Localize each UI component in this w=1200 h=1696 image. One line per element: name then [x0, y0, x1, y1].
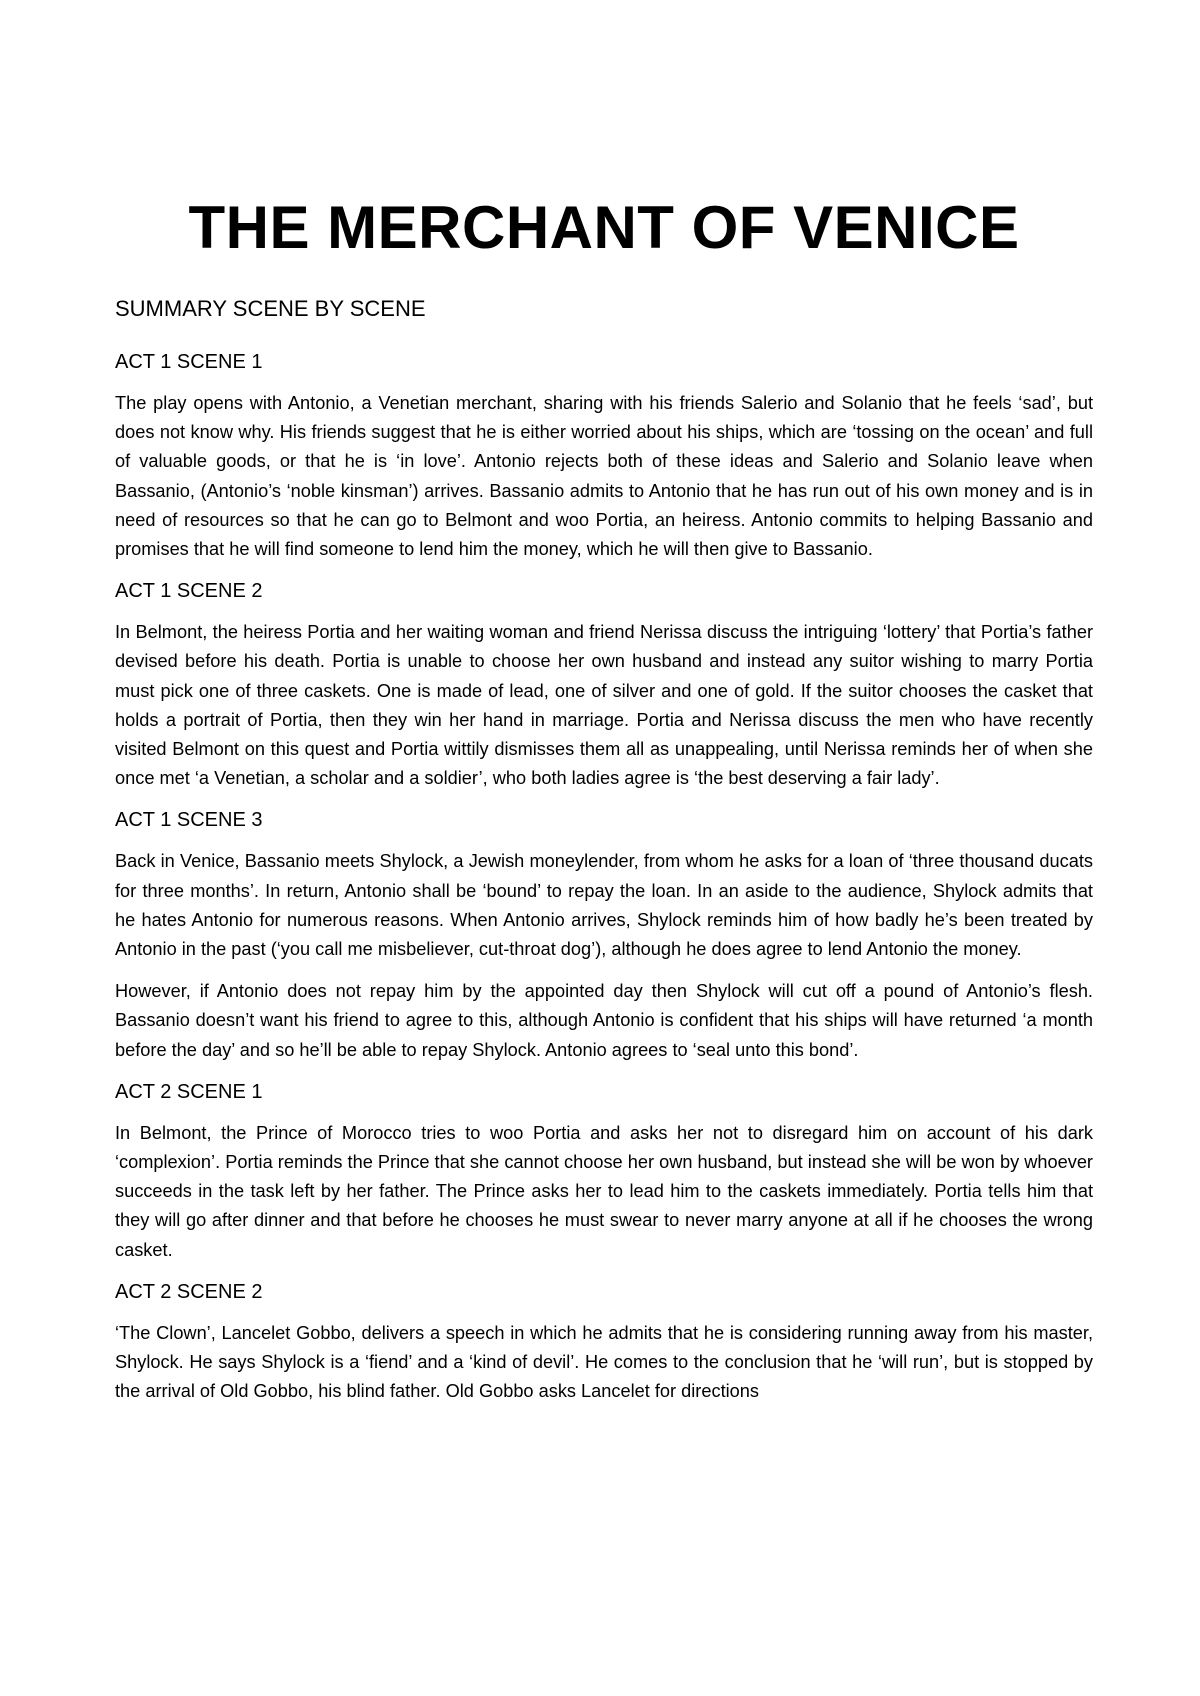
- section-act1-scene1: [115, 350, 1093, 564]
- section-act2-scene2: [115, 1280, 1093, 1407]
- section-paragraph: In Belmont, the heiress Portia and her waiting woman and friend Nerissa discuss the intriguing ‘lottery’ that Portia’s father devised before his death. Portia is unable to choose her own husband and instead any suitor wishing to marry Portia must pick one of three caskets. One is made of lead, one of silver and one of gold. If the suitor chooses the casket that holds a portrait of Portia, then they win her hand in marriage. Portia and Nerissa discuss the men who have recently visited Belmont on this quest and Portia wittily dismisses them all as unappealing, until Nerissa reminds her of when she once met ‘a Venetian, a scholar and a soldier’, who both ladies agree is ‘the best deserving a fair lady’.: [115, 622, 1093, 789]
- section-paragraph: ‘The Clown’, Lancelet Gobbo, delivers a speech in which he admits that he is considering running away from his master, Shylock. He says Shylock is a ‘fiend’ and a ‘kind of devil’. He comes to the conclusion that he ‘will run’, but is stopped by the arrival of Old Gobbo, his blind father. Old Gobbo asks Lancelet for directions: [115, 1322, 1093, 1402]
- section-paragraph: In Belmont, the Prince of Morocco tries to woo Portia and asks her not to disregard him on account of his dark ‘complexion’. Portia reminds the Prince that she cannot choose her own husband, but instead she will be won by whoever succeeds in the task left by her father. The Prince asks her to lead him to the caskets immediately. Portia tells him that they will go after dinner and that before he chooses he must swear to never marry anyone at all if he chooses the wrong casket.: [115, 1122, 1093, 1260]
- section-heading: ACT 2 SCENE 2: [115, 1280, 263, 1303]
- section-paragraph: Back in Venice, Bassanio meets Shylock, a Jewish moneylender, from whom he asks for a loan of ‘three thousand ducats for three months’. In return, Antonio shall be ‘bound’ to repay the loan. In an aside to the audience, Shylock admits that he hates Antonio for numerous reasons. When Antonio arrives, Shylock reminds him of how badly he’s been treated by Antonio in the past (‘you call me misbeliever, cut-throat dog’), although he does agree to lend Antonio the money.: [115, 851, 1093, 960]
- section-heading: ACT 1 SCENE 2: [115, 580, 263, 603]
- document-title: THE MERCHANT OF VENICE: [188, 194, 1020, 261]
- section-paragraph: However, if Antonio does not repay him by the appointed day then Shylock will cut off a pound of Antonio’s flesh. Bassanio doesn’t want his friend to agree to this, although Antonio is confident that his ships will have returned ‘a month before the day’ and so he’ll be able to repay Shylock. Antonio agrees to ‘seal unto this bond’.: [115, 981, 1093, 1060]
- section-heading: ACT 1 SCENE 3: [115, 809, 263, 832]
- document-body: [115, 350, 1093, 1421]
- section-act2-scene1: [115, 1080, 1093, 1265]
- document-subtitle: SUMMARY SCENE BY SCENE: [115, 296, 426, 321]
- section-heading: ACT 1 SCENE 1: [115, 351, 263, 373]
- section-act1-scene3: [115, 808, 1093, 1064]
- section-heading: ACT 2 SCENE 1: [115, 1080, 263, 1103]
- section-paragraph: The play opens with Antonio, a Venetian merchant, sharing with his friends Salerio and Solanio that he feels ‘sad’, but does not know why. His friends suggest that he is either worried about his ships, which are ‘tossing on the ocean’ and full of valuable goods, or that he is ‘in love’. Antonio rejects both of these ideas and Salerio and Solanio leave when Bassanio, (Antonio’s ‘noble kinsman’) arrives. Bassanio admits to Antonio that he has run out of his own money and is in need of resources so that he can go to Belmont and woo Portia, an heiress. Antonio commits to helping Bassanio and promises that he will find someone to lend him the money, which he will then give to Bassanio.: [115, 393, 1093, 560]
- section-act1-scene2: [115, 579, 1093, 793]
